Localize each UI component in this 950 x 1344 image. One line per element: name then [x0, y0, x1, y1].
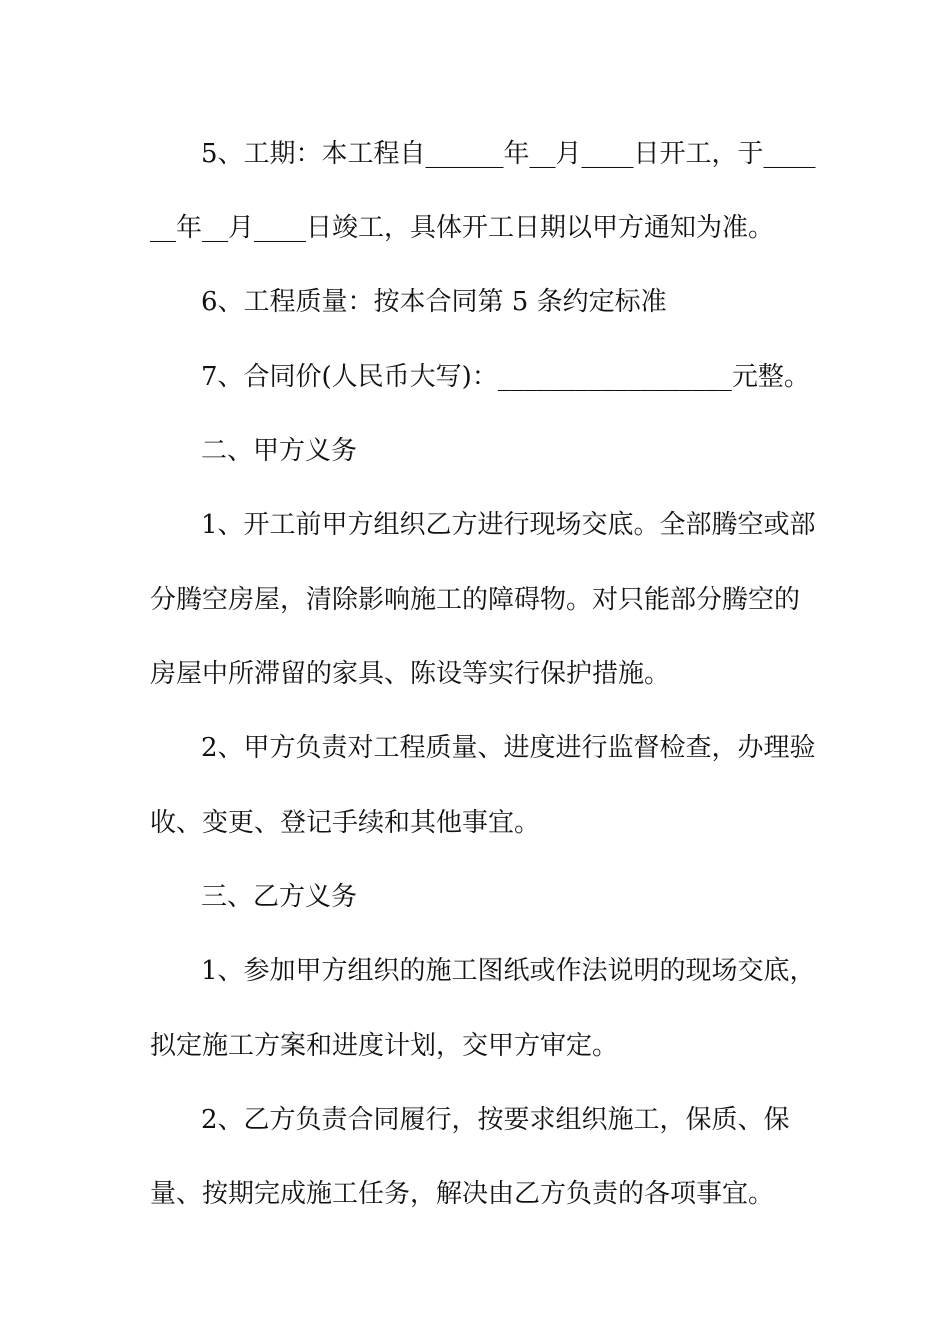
- text-line: 2、甲方负责对工程质量、进度进行监督检查，办理验: [201, 733, 816, 763]
- text-line: 分腾空房屋，清除影响施工的障碍物。对只能部分腾空的: [150, 585, 801, 615]
- section-heading: 二、甲方义务: [201, 436, 358, 466]
- text-line: 6、工程质量：按本合同第 5 条约定标准: [201, 287, 667, 317]
- section-heading: 三、乙方义务: [201, 882, 358, 912]
- text-line: 房屋中所滞留的家具、陈设等实行保护措施。: [150, 659, 671, 689]
- text-line: 2、乙方负责合同履行，按要求组织施工，保质、保: [201, 1105, 790, 1135]
- text-line: 收、变更、登记手续和其他事宜。: [150, 808, 541, 838]
- text-line: 拟定施工方案和进度计划，交甲方审定。: [150, 1031, 619, 1061]
- text-line: 量、按期完成施工任务，解决由乙方负责的各项事宜。: [150, 1179, 775, 1209]
- text-line: 1、参加甲方组织的施工图纸或作法说明的现场交底，: [201, 956, 816, 986]
- text-line: 7、合同价(人民币大写)：__________________元整。: [201, 362, 810, 392]
- text-line: __年__月____日竣工，具体开工日期以甲方通知为准。: [150, 213, 775, 243]
- text-line: 1、开工前甲方组织乙方进行现场交底。全部腾空或部: [201, 510, 816, 540]
- text-line: 5、工期：本工程自______年__月____日开工，于____: [201, 139, 816, 169]
